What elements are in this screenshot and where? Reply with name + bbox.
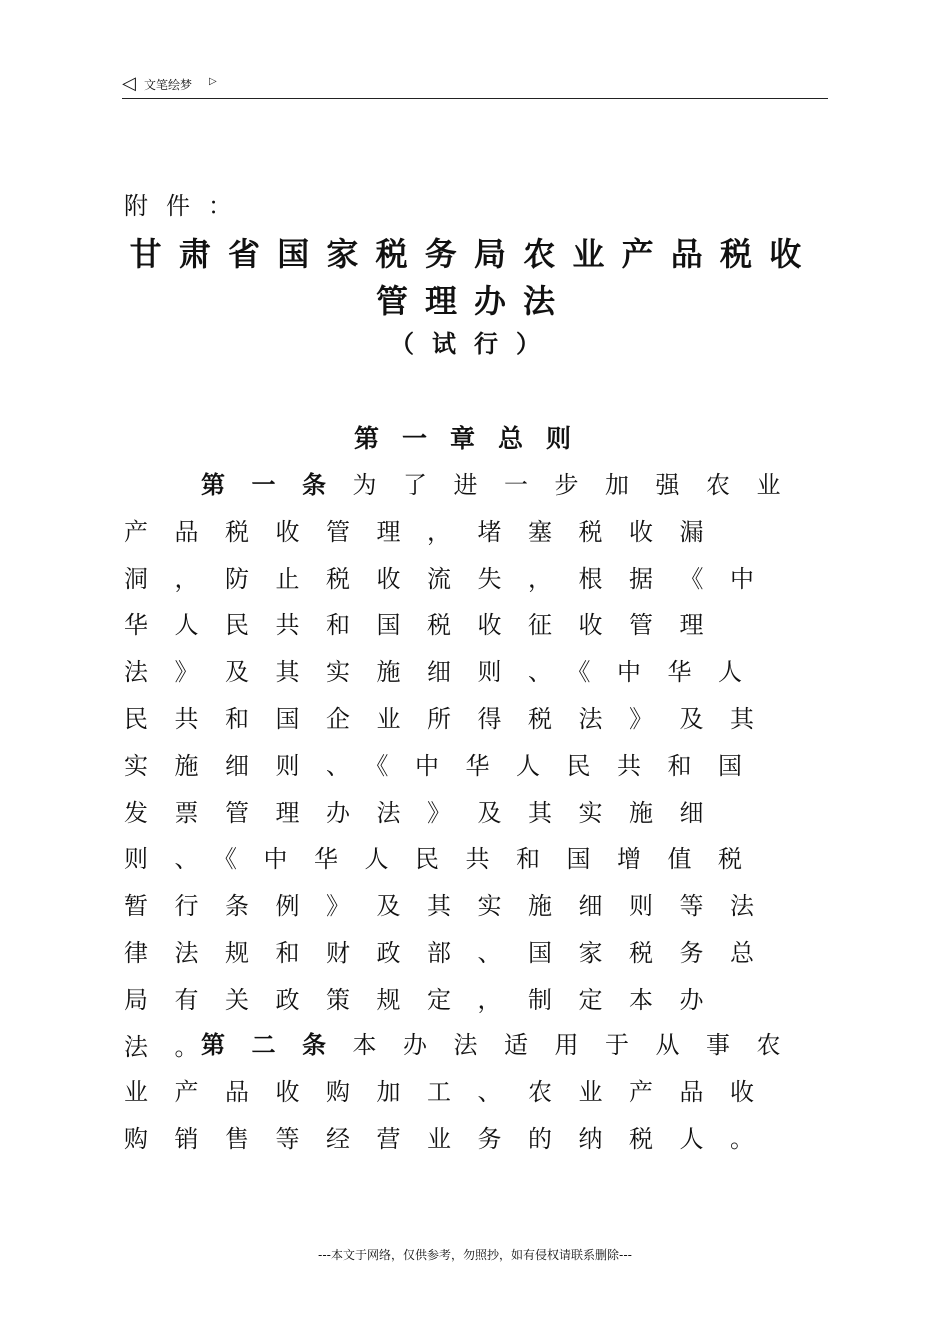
article-2-label: 第二条	[201, 1030, 353, 1059]
left-triangle-icon: ◁	[122, 73, 136, 94]
document-title-line1: 甘肃省国家税务局农业产品税收	[129, 235, 819, 273]
chapter-heading: 第一章总则	[353, 424, 594, 453]
article-1-label: 第一条	[201, 470, 353, 499]
attachment-label: 附件：	[124, 192, 250, 220]
page-header	[122, 72, 828, 99]
article-2	[124, 1022, 814, 1162]
document-title-trial: （试行）	[390, 329, 558, 358]
article-1-text: 为了进一步加强农业产品税收管理，堵塞税收漏洞，防止税收流失，根据《中华人民共和国税收征收管理法》及其实施细则、《中华人民共和国企业所得税法》及其实施细则、《中华人民共和国发票管理办法》及其实施细则、《中华人民共和国增值税暂行条例》及其实施细则等法律法规和财政部、国家税务总局有关政策规定，制定本办法。	[124, 471, 807, 1061]
article-1	[124, 462, 814, 1070]
document-title-line2: 管理办法	[375, 282, 572, 320]
header-brand: 文笔绘梦	[144, 78, 193, 92]
right-triangle-icon: ▷	[209, 76, 217, 87]
article-2-text: 本办法适用于从事农业产品收购加工、农业产品收购销售等经营业务的纳税人。	[124, 1031, 807, 1153]
page-footer: ---本文于网络，仅供参考，勿照抄，如有侵权请联系删除---	[318, 1248, 632, 1262]
